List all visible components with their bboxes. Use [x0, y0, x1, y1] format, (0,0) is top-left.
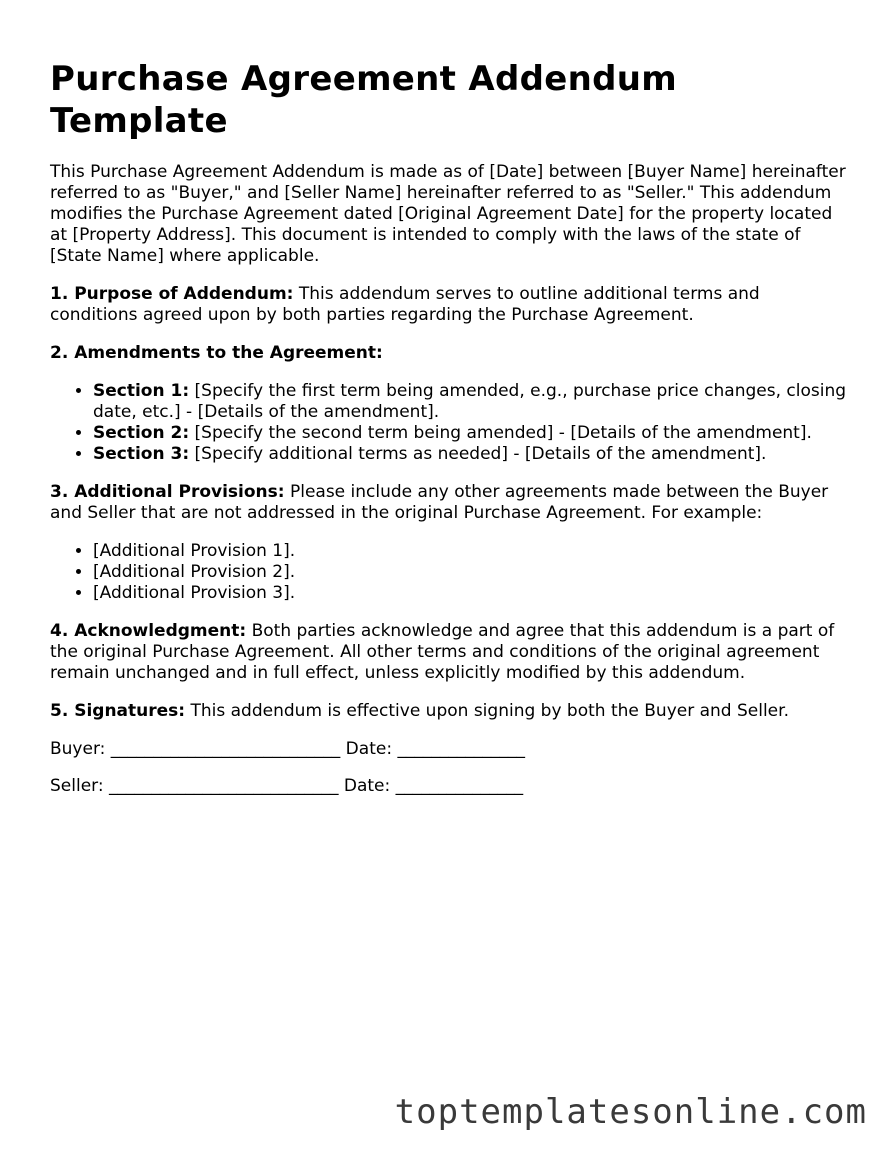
intro-paragraph: This Purchase Agreement Addendum is made as of [Date] between [Buyer Name] hereinafter referred to as "Buyer," and [Seller Name] hereinafter referred to as "Seller." This addendum modifies the Purchase Agreement dated [Original Agreement Date] for the property located at [Property Address]. This document is intended to comply with the laws of the state of [State Name] where applicable.	[50, 162, 846, 266]
acknowledgment-text: Both parties acknowledge and agree that this addendum is a part of the original Purchase Agreement. All other terms and conditions of the original agreement remain unchanged and in full effect, unless explicitly modified by this addendum.	[50, 621, 835, 683]
page-title: Purchase Agreement Addendum Template	[50, 59, 677, 141]
purpose-heading: 1. Purpose of Addendum:	[50, 284, 294, 304]
section-text: [Specify additional terms as needed] - [Details of the amendment].	[189, 444, 767, 464]
list-item	[93, 423, 850, 444]
amendments-heading: 2. Amendments to the Agreement:	[50, 343, 383, 363]
document-page	[50, 58, 850, 813]
seller-signature-line: Seller: ___________________________ Date: _______________	[50, 776, 524, 796]
section-text: [Specify the first term being amended, e.g., purchase price changes, closing date, etc.] - [Details of the amendment].	[93, 381, 847, 422]
signatures-heading: 5. Signatures:	[50, 701, 186, 721]
list-item: • [Additional Provision 1].	[93, 541, 850, 562]
list-item: • [Additional Provision 3].	[93, 583, 850, 604]
purpose-text: This addendum serves to outline additional terms and conditions agreed upon by both parties regarding the Purchase Agreement.	[50, 284, 760, 325]
list-item	[93, 444, 850, 465]
purpose-section	[50, 284, 850, 326]
section-text: [Specify the second term being amended] - [Details of the amendment].	[189, 423, 812, 443]
provisions-text: Please include any other agreements made between the Buyer and Seller that are not addressed in the original Purchase Agreement. For example:	[50, 482, 829, 523]
section-label: Section 1:	[93, 381, 190, 401]
section-label: Section 3:	[93, 444, 190, 464]
watermark: toptemplatesonline.com	[394, 1092, 867, 1132]
provisions-heading: 3. Additional Provisions:	[50, 482, 285, 502]
amendments-list	[50, 381, 850, 465]
acknowledgment-heading: 4. Acknowledgment:	[50, 621, 247, 641]
buyer-signature-line: Buyer: ___________________________ Date: _______________	[50, 739, 525, 759]
provisions-section	[50, 482, 850, 524]
section-label: Section 2:	[93, 423, 190, 443]
acknowledgment-section	[50, 621, 850, 684]
list-item: • [Additional Provision 2].	[93, 562, 850, 583]
list-item	[93, 381, 850, 423]
signatures-section	[50, 701, 850, 722]
signatures-text: This addendum is effective upon signing by both the Buyer and Seller.	[185, 701, 789, 721]
provisions-list	[50, 541, 850, 604]
